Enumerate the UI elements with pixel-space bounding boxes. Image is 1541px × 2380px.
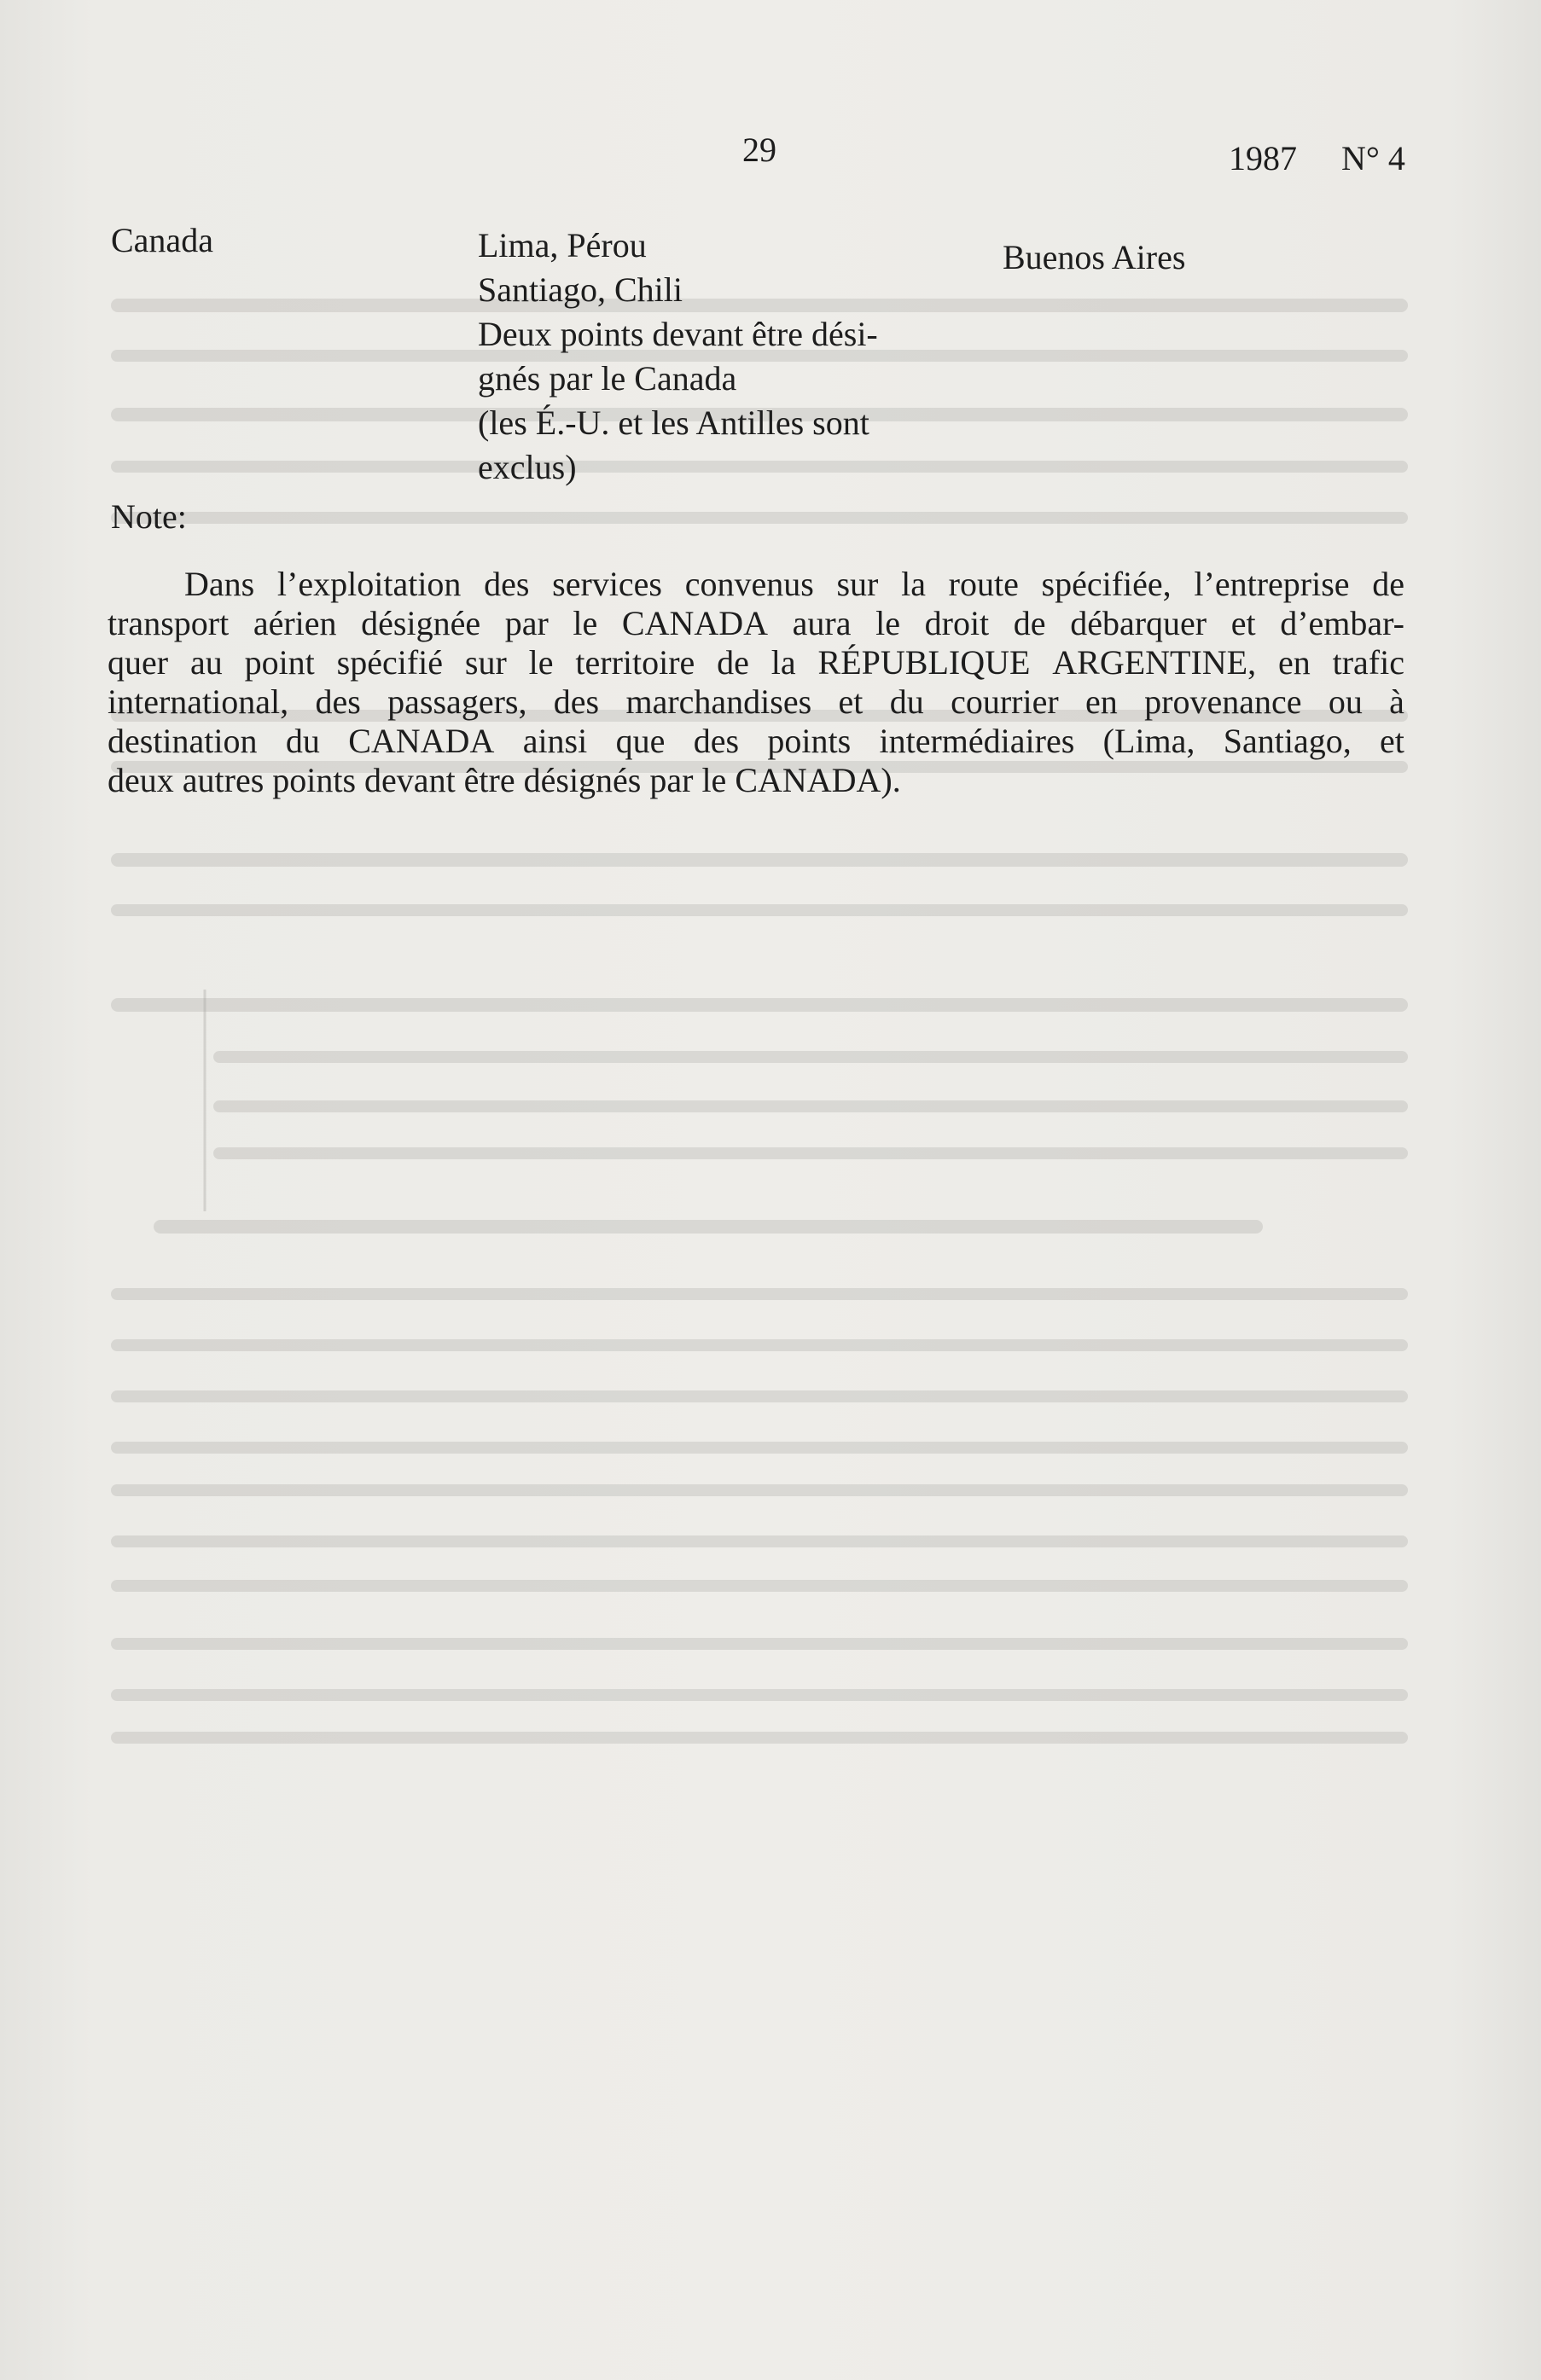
note-word: et — [1230, 604, 1256, 642]
note-word: aura — [792, 604, 852, 642]
note-line-2 — [108, 604, 1404, 643]
note-word: intermédiaires — [879, 722, 1075, 760]
note-line-4 — [108, 682, 1404, 722]
note-word: marchandises — [625, 682, 812, 721]
note-word: de — [1372, 565, 1404, 603]
note-word: la — [901, 565, 926, 603]
note-word: du — [889, 682, 924, 721]
note-word: débarquer — [1070, 604, 1207, 642]
note-word: au — [189, 643, 223, 682]
note-word: l’entreprise — [1194, 565, 1350, 603]
note-word: ARGENTINE, — [1052, 643, 1257, 682]
note-word: courrier — [951, 682, 1059, 721]
note-word: le — [528, 643, 554, 682]
note-line-3 — [108, 643, 1404, 682]
intermediate-point-line: Deux points devant être dési- — [478, 315, 878, 353]
note-word: et — [838, 682, 864, 721]
note-word: provenance — [1144, 682, 1302, 721]
note-word: ou — [1328, 682, 1363, 721]
note-label: Note: — [111, 497, 187, 536]
note-word: Dans — [184, 565, 255, 603]
note-word: en — [1277, 643, 1311, 682]
intermediate-point-line: Santiago, Chili — [478, 270, 683, 309]
note-word: la — [770, 643, 796, 682]
document-year: 1987 — [1229, 139, 1297, 177]
note-word: des — [693, 722, 740, 760]
note-word: ainsi — [522, 722, 588, 760]
note-word: territoire — [575, 643, 695, 682]
note-word: des — [315, 682, 361, 721]
note-line-1 — [108, 565, 1404, 604]
note-word: quer — [108, 643, 169, 682]
note-word: sur — [464, 643, 507, 682]
route-origin: Canada — [111, 221, 213, 259]
note-word: des — [484, 565, 530, 603]
note-word: et — [1380, 722, 1404, 760]
note-word: Santiago, — [1223, 722, 1352, 760]
note-word: route — [948, 565, 1019, 603]
note-word: international, — [108, 682, 289, 721]
document-number: N° 4 — [1341, 139, 1405, 177]
note-word: en — [1085, 682, 1118, 721]
note-word: (Lima, — [1102, 722, 1195, 760]
note-word: destination — [108, 722, 258, 760]
note-word: convenus — [684, 565, 814, 603]
note-word: passagers, — [387, 682, 527, 721]
intermediate-point-line: (les É.-U. et les Antilles sont — [478, 403, 869, 442]
route-destination: Buenos Aires — [1003, 238, 1186, 276]
note-word: de — [1013, 604, 1046, 642]
note-word: que — [615, 722, 666, 760]
note-word: du — [285, 722, 320, 760]
note-word: d’embar- — [1280, 604, 1404, 642]
note-word: sur — [836, 565, 879, 603]
note-word: services — [552, 565, 662, 603]
note-word: points — [767, 722, 852, 760]
note-paragraph — [108, 565, 1404, 800]
note-word: de — [717, 643, 749, 682]
note-word: trafic — [1332, 643, 1404, 682]
note-word: point — [244, 643, 315, 682]
note-word: spécifiée, — [1041, 565, 1172, 603]
note-word: des — [553, 682, 600, 721]
note-word: transport — [108, 604, 230, 642]
note-word: RÉPUBLIQUE — [817, 643, 1031, 682]
note-word: aérien — [253, 604, 337, 642]
note-word: le — [573, 604, 598, 642]
page-number: 29 — [742, 131, 776, 169]
note-line-5 — [108, 722, 1404, 761]
note-word: spécifié — [336, 643, 444, 682]
note-word: l’exploitation — [276, 565, 462, 603]
note-word: le — [875, 604, 900, 642]
note-word: à — [1389, 682, 1404, 721]
note-word: droit — [924, 604, 990, 642]
note-word: désignée — [361, 604, 481, 642]
intermediate-point-line: Lima, Pérou — [478, 226, 647, 264]
note-line-6: deux autres points devant être désignés par le CANADA). — [108, 761, 901, 799]
intermediate-point-line: exclus) — [478, 448, 577, 486]
note-word: par — [504, 604, 549, 642]
route-intermediate-points — [478, 223, 956, 490]
intermediate-point-line: gnés par le Canada — [478, 359, 737, 398]
note-word: CANADA — [621, 604, 769, 642]
note-word: CANADA — [348, 722, 495, 760]
